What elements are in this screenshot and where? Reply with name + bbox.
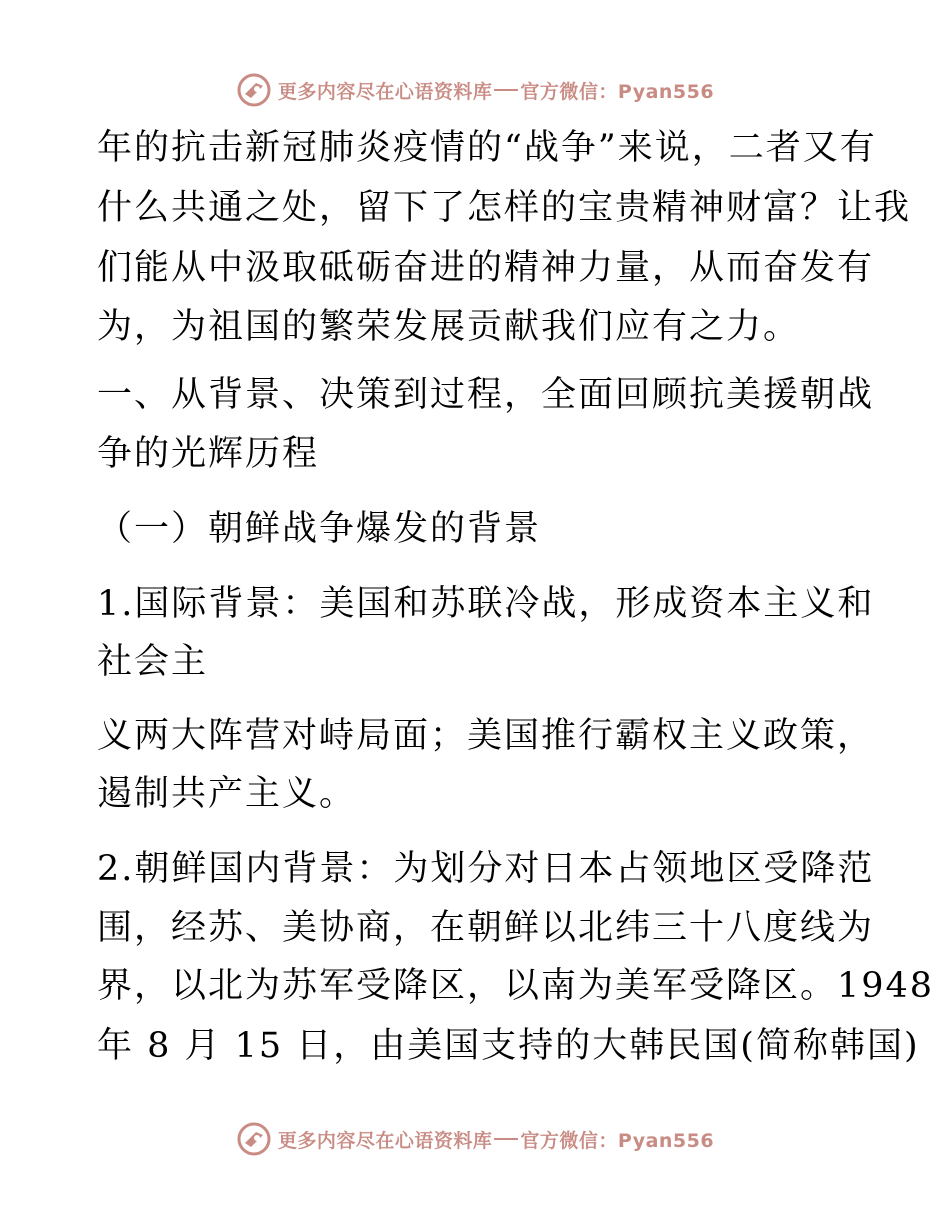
watermark-dash — [494, 1138, 518, 1140]
subsection-heading: （一）朝鲜战争爆发的背景 — [97, 509, 542, 549]
paragraph-line: 为，为祖国的繁荣发展贡献我们应有之力。 — [97, 307, 801, 347]
watermark-dash — [494, 89, 518, 91]
paragraph-line: 社会主 — [97, 642, 209, 682]
paragraph-line: 们能从中汲取砥砺奋进的精神力量，从而奋发有 — [97, 248, 875, 288]
paragraph-line: 2.朝鲜国内背景：为划分对日本占领地区受降范 — [97, 849, 875, 889]
brand-logo-icon — [236, 72, 272, 108]
paragraph-line: 义两大阵营对峙局面；美国推行霸权主义政策， — [97, 716, 875, 756]
paragraph-line: 界，以北为苏军受降区，以南为美军受降区。1948 — [97, 966, 935, 1006]
watermark-text: 更多内容尽在心语资料库 — [277, 1129, 493, 1152]
section-heading: 一、从背景、决策到过程，全面回顾抗美援朝战 — [97, 375, 875, 415]
paragraph-line: 年 8 月 15 日，由美国支持的大韩民国(简称韩国) — [97, 1026, 920, 1066]
paragraph-line: 什么共通之处，留下了怎样的宝贵精神财富？让我 — [97, 188, 912, 228]
section-heading: 争的光辉历程 — [97, 434, 320, 474]
paragraph-line: 遏制共产主义。 — [97, 774, 357, 814]
watermark-text: 更多内容尽在心语资料库 — [277, 80, 493, 103]
header-watermark — [0, 68, 950, 112]
brand-logo-icon — [236, 1121, 272, 1157]
paragraph-line: 1.国际背景：美国和苏联冷战，形成资本主义和 — [97, 584, 875, 624]
paragraph-line: 围，经苏、美协商，在朝鲜以北纬三十八度线为 — [97, 908, 875, 948]
watermark-contact: 官方微信：Pyan556 — [520, 1129, 715, 1152]
footer-watermark — [0, 1117, 950, 1161]
watermark-contact: 官方微信：Pyan556 — [520, 80, 715, 103]
paragraph-line: 年的抗击新冠肺炎疫情的“战争”来说，二者又有 — [97, 128, 877, 168]
